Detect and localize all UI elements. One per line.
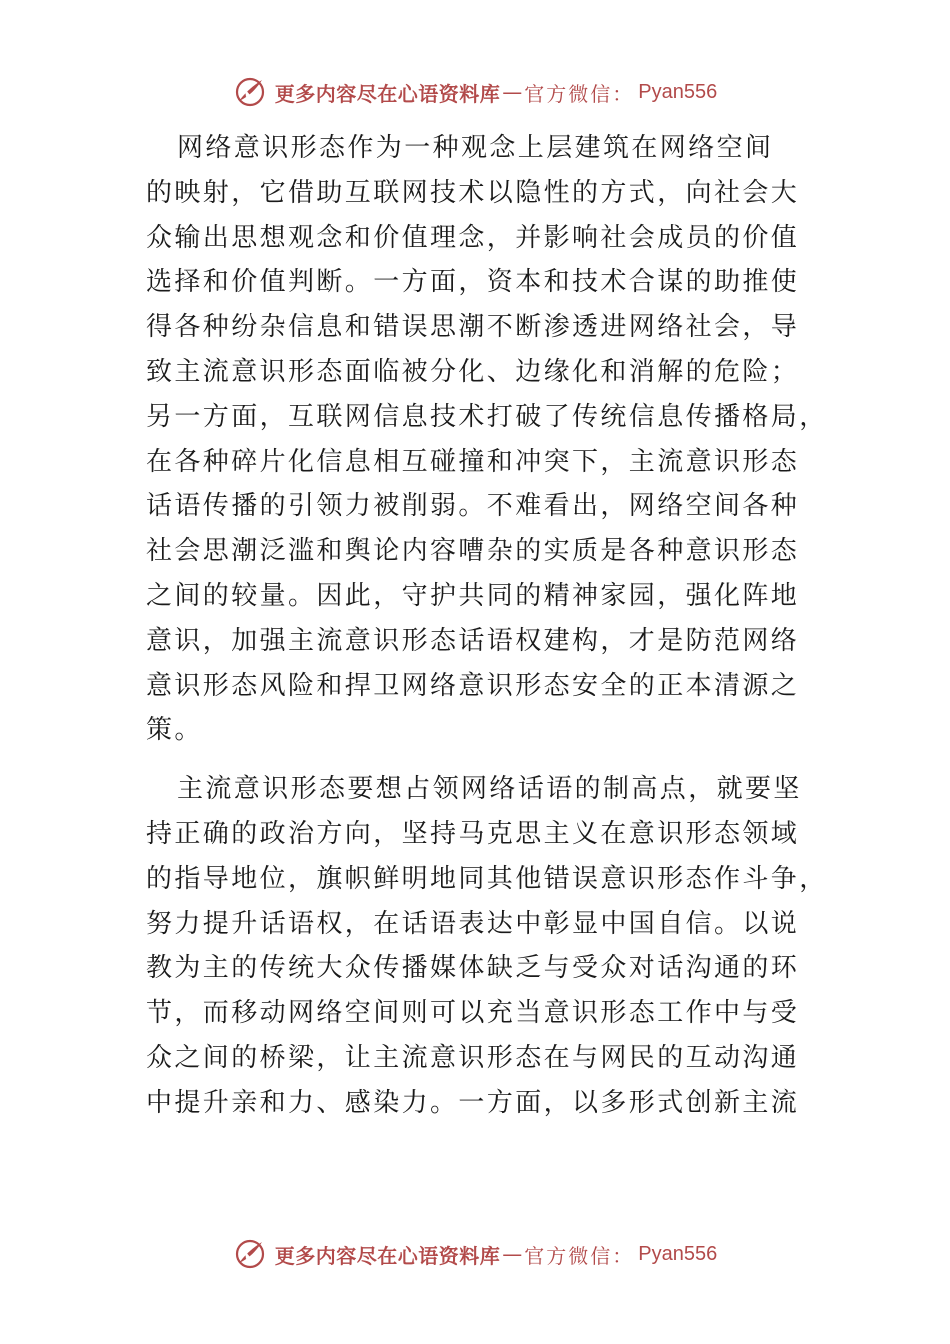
text-line: 策。 <box>146 715 203 746</box>
text-line: 社会思潮泛滥和舆论内容嘈杂的实质是各种意识形态 <box>146 536 800 567</box>
text-line: 主流意识形态要想占领网络话语的制高点，就要坚 <box>177 774 802 805</box>
text-line: 的映射，它借助互联网技术以隐性的方式，向社会大 <box>146 177 800 208</box>
header-watermark <box>0 70 950 114</box>
paragraph-1 <box>146 126 828 753</box>
text-line: 意识形态风险和捍卫网络意识形态安全的正本清源之 <box>146 670 800 701</box>
text-line: 另一方面，互联网信息技术打破了传统信息传播格局， <box>146 401 828 432</box>
watermark-main-text: 更多内容尽在心语资料库 <box>274 81 501 106</box>
watermark-separator: — <box>502 1242 523 1266</box>
document-body <box>146 126 828 1132</box>
watermark-main-text: 更多内容尽在心语资料库 <box>274 1243 501 1268</box>
text-line: 意识，加强主流意识形态话语权建构，才是防范网络 <box>146 625 800 656</box>
footer-watermark <box>0 1232 950 1276</box>
text-line: 努力提升话语权，在话语表达中彰显中国自信。以说 <box>146 908 800 939</box>
watermark-account: Pyan556 <box>638 1242 718 1265</box>
text-line: 网络意识形态作为一种观念上层建筑在网络空间 <box>177 133 774 163</box>
text-line: 中提升亲和力、感染力。一方面，以多形式创新主流 <box>146 1087 800 1118</box>
text-line: 选择和价值判断。一方面，资本和技术合谋的助推使 <box>146 267 800 298</box>
text-line: 持正确的政治方向，坚持马克思主义在意识形态领域 <box>146 818 800 849</box>
text-line: 的指导地位，旗帜鲜明地同其他错误意识形态作斗争， <box>146 863 828 894</box>
text-line: 话语传播的引领力被削弱。不难看出，网络空间各种 <box>146 491 800 522</box>
text-line: 众输出思想观念和价值理念，并影响社会成员的价值 <box>146 222 800 253</box>
watermark-account: Pyan556 <box>638 80 718 103</box>
paragraph-2 <box>146 767 828 1125</box>
text-line: 众之间的桥梁，让主流意识形态在与网民的互动沟通 <box>146 1042 800 1073</box>
watermark-label: 官方微信： <box>524 1243 635 1268</box>
watermark-separator: — <box>502 80 523 104</box>
text-line: 致主流意识形态面临被分化、边缘化和消解的危险； <box>146 356 800 387</box>
text-line: 得各种纷杂信息和错误思潮不断渗透进网络社会，导 <box>146 312 800 343</box>
text-line: 教为主的传统大众传播媒体缺乏与受众对话沟通的环 <box>146 953 800 984</box>
text-line: 之间的较量。因此，守护共同的精神家园，强化阵地 <box>146 580 800 611</box>
text-line: 在各种碎片化信息相互碰撞和冲突下，主流意识形态 <box>146 446 800 477</box>
quill-seal-icon <box>233 75 267 109</box>
watermark-label: 官方微信： <box>524 81 635 106</box>
quill-seal-icon <box>233 1237 267 1271</box>
text-line: 节，而移动网络空间则可以充当意识形态工作中与受 <box>146 998 800 1029</box>
